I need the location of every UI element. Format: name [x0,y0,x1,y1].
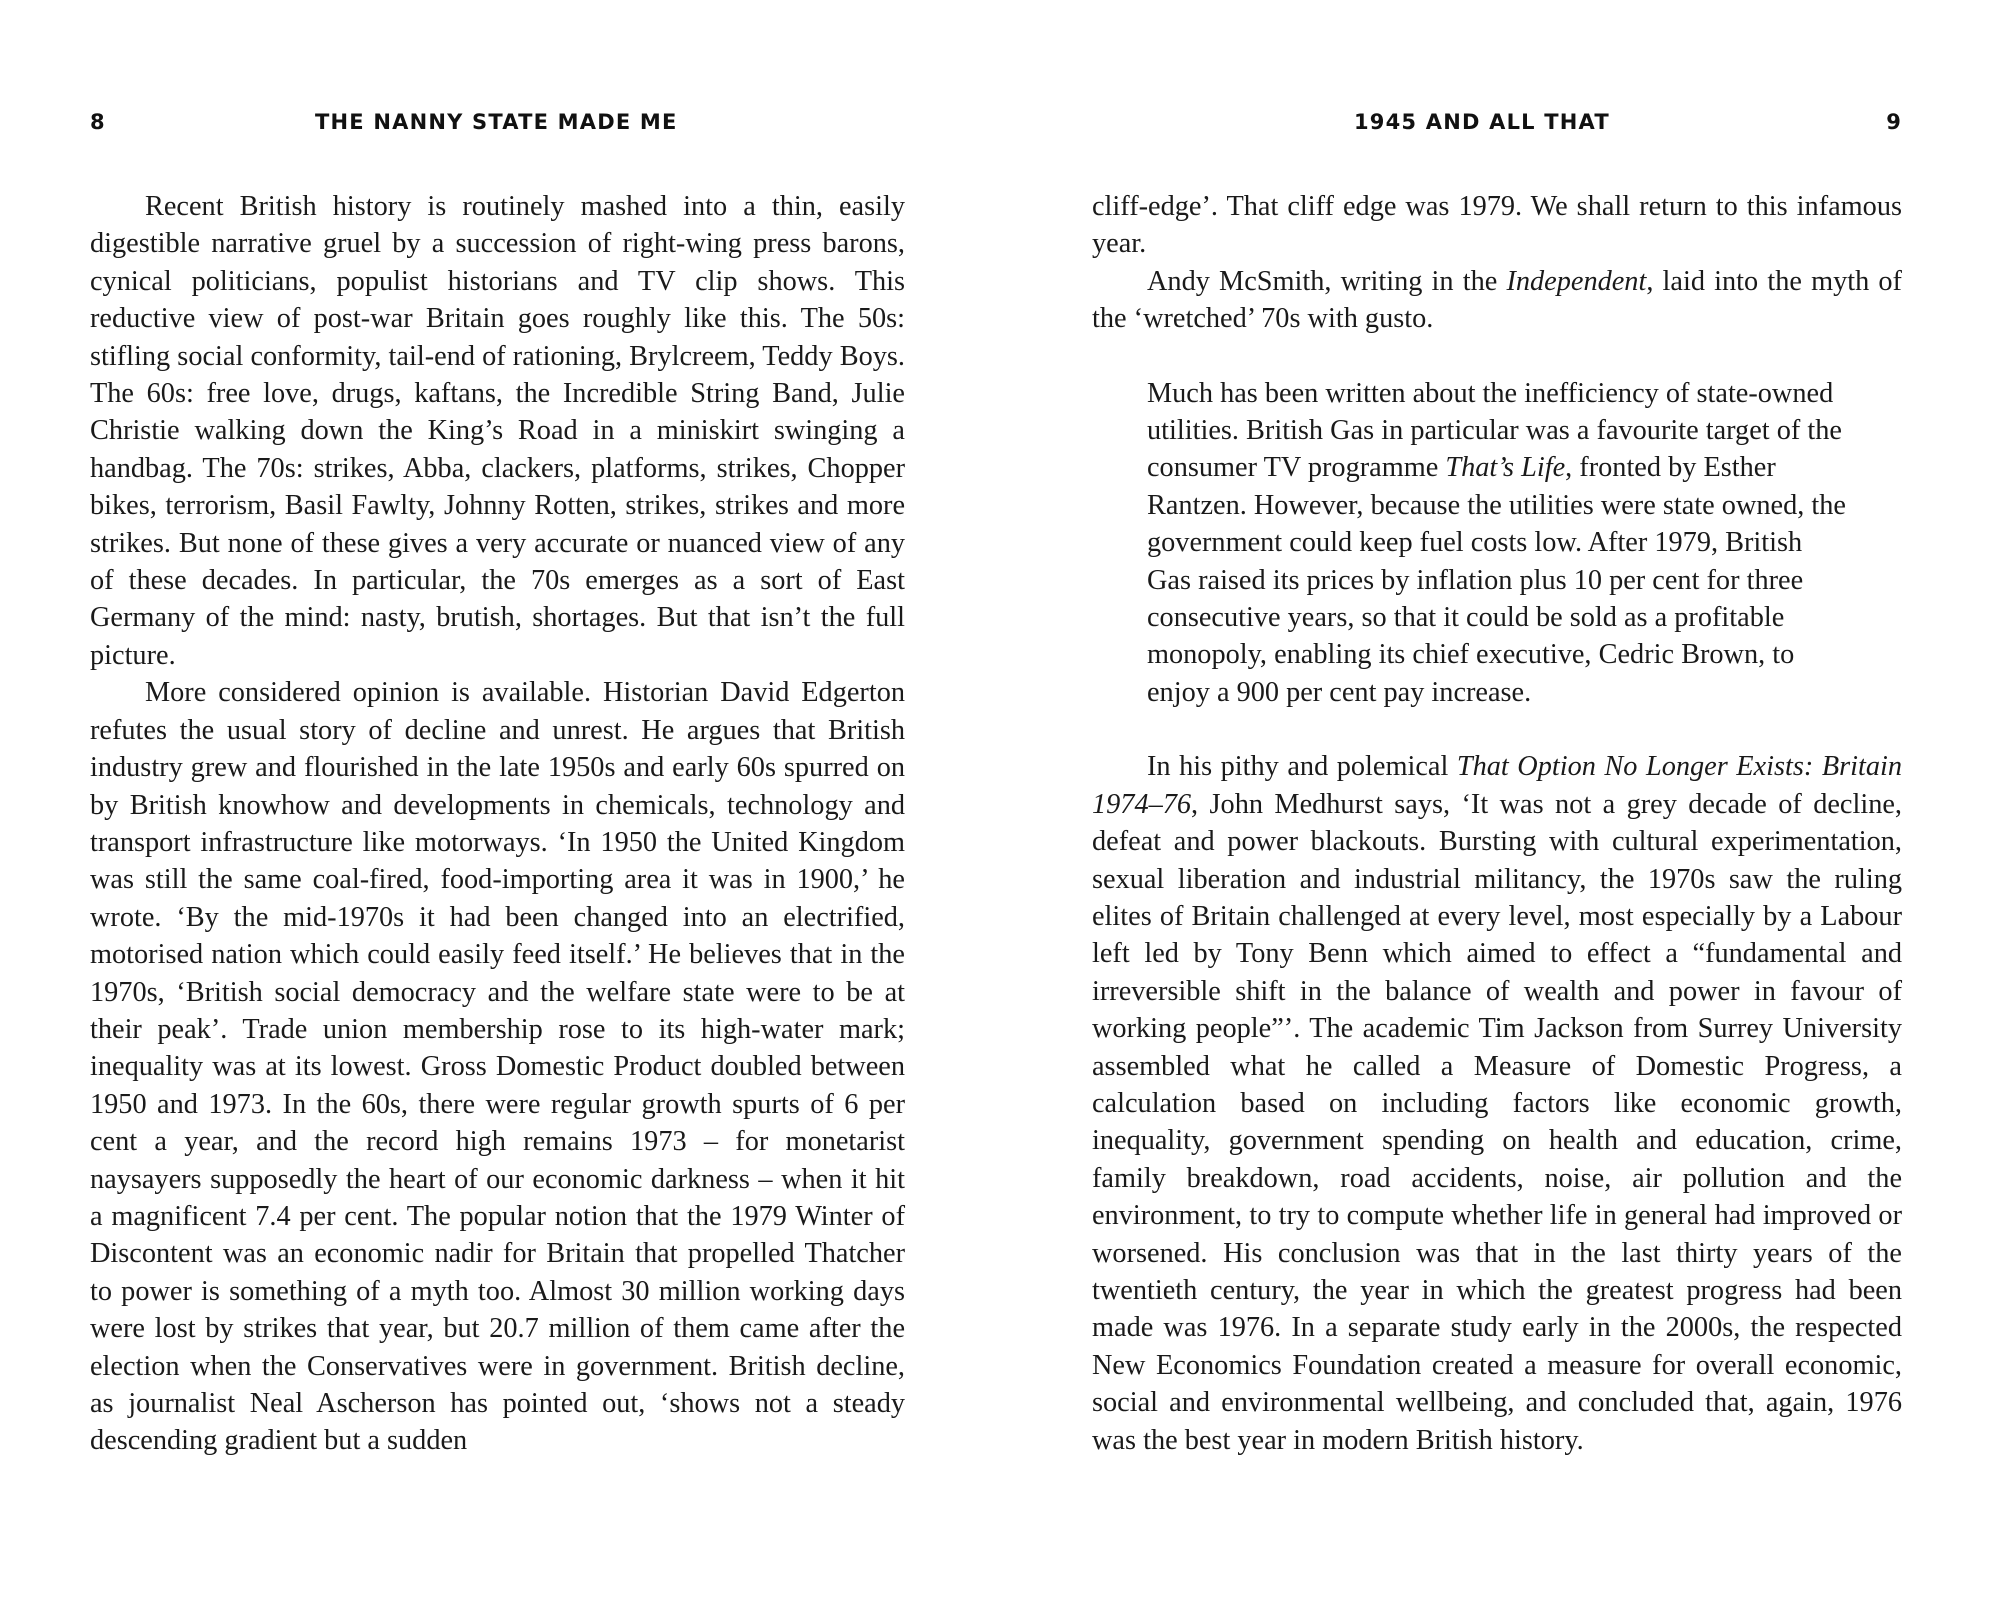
chapter-title-header: 1945 AND ALL THAT [1354,110,1610,134]
left-page [90,0,905,1620]
continuation-paragraph: cliff-edge’. That cliff edge was 1979. We shall return to this infamous year. [1092,191,1902,260]
right-body-text [1092,188,1902,1459]
right-page [1092,0,1902,1620]
paragraph [1092,263,1902,338]
book-title-header: THE NANNY STATE MADE ME [315,110,678,134]
book-title: That Option No Longer Exists: Britain 1974–76 [1092,751,1902,820]
block-quote [1147,375,1846,712]
text-run: , John Medhurst says, ‘It was not a grey decade of decline, defeat and power blackouts. Bursting with cultural experimentation, sexual liberation and industrial militancy, the 1970s saw the ruling elites of Britain challenged at every level, most especially by a Labour left led by Tony Benn which aimed to effect a “fundamental and irreversible shift in the balance of wealth and power in favour of working people”’. The academic Tim Jackson from Surrey University assembled what he called a Measure of Domestic Progress, a calculation based on including factors like economic growth, inequality, government spending on health and education, crime, family breakdown, road accidents, noise, air pollution and the environment, to try to compute whether life in general had improved or worsened. His conclusion was that in the last thirty years of the twentieth century, the year in which the greatest progress had been made was 1976. In a separate study early in the 2000s, the respected New Economics Foundation created a measure for overall economic, social and environmental wellbeing, and concluded that, again, 1976 was the best year in modern British history. [1092,788,1902,1456]
newspaper-title: Independent [1506,265,1647,297]
text-run: , laid into the myth of the ‘wretched’ 70s with gusto. [1092,265,1902,335]
page-number: 8 [90,110,106,134]
paragraph [1092,748,1902,1459]
right-running-head [1092,110,1902,140]
paragraph: Recent British history is routinely mashed into a thin, easily digestible narrative gruel by a succession of right-wing press barons, cynical politicians, populist historians and TV clip shows. This reductive view of post-war Britain goes roughly like this. The 50s: stifling social conformity, tail-end of rationing, Brylcreem, Teddy Boys. The 60s: free love, drugs, kaftans, the Incredible String Band, Julie Christie walking down the King’s Road in a miniskirt swinging a handbag. The 70s: strikes, Abba, clackers, platforms, strikes, Chopper bikes, terrorism, Basil Fawlty, Johnny Rotten, strikes, strikes and more strikes. But none of these gives a very accurate or nuanced view of any of these decades. In particular, the 70s emerges as a sort of East Germany of the mind: nasty, brutish, shortages. But that isn’t the full picture. [90,191,905,671]
paragraph: More considered opinion is available. Historian David Edgerton refutes the usual story of decline and unrest. He argues that British industry grew and flourished in the late 1950s and early 60s spurred on by British knowhow and developments in chemicals, technology and transport infrastructure like motorways. ‘In 1950 the United Kingdom was still the same coal-fired, food-importing area it was in 1900,’ he wrote. ‘By the mid-1970s it had been changed into an electrified, motorised nation which could easily feed itself.’ He believes that in the 1970s, ‘British social democracy and the welfare state were to be at their peak’. Trade union membership rose to its high-water mark; inequality was at its lowest. Gross Domestic Product doubled between 1950 and 1973. In the 60s, there were regular growth spurts of 6 per cent a year, and the record high remains 1973 – for monetarist naysayers supposedly the heart of our economic darkness – when it hit a magnificent 7.4 per cent. The popular notion that the 1979 Winter of Discontent was an economic nadir for Britain that propelled Thatcher to power is something of a myth too. Almost 30 million working days were lost by strikes that year, but 20.7 million of them came after the election when the Conservatives were in government. British decline, as journalist Neal Ascherson has pointed out, ‘shows not a steady descending gradient but a sudden [90,677,905,1457]
page-number: 9 [1886,110,1902,134]
text-run: , fronted by Esther Rantzen. However, because the utilities were state owned, the government could keep fuel costs low. After 1979, British Gas raised its prices by inflation plus 10 per cent for three consecutive years, so that it could be sold as a profitable monopoly, enabling its chief executive, Cedric Brown, to enjoy a 900 per cent pay increase. [1147,452,1846,708]
text-run: Andy McSmith, writing in the [1147,265,1507,297]
programme-title: That’s Life [1445,452,1566,484]
text-run: Much has been written about the inefficiency of state-owned utilities. British Gas in particular was a favourite target of the consumer TV programme [1147,377,1842,484]
left-running-head [90,110,905,140]
left-body-text [90,188,905,1460]
text-run: In his pithy and polemical [1147,751,1457,783]
